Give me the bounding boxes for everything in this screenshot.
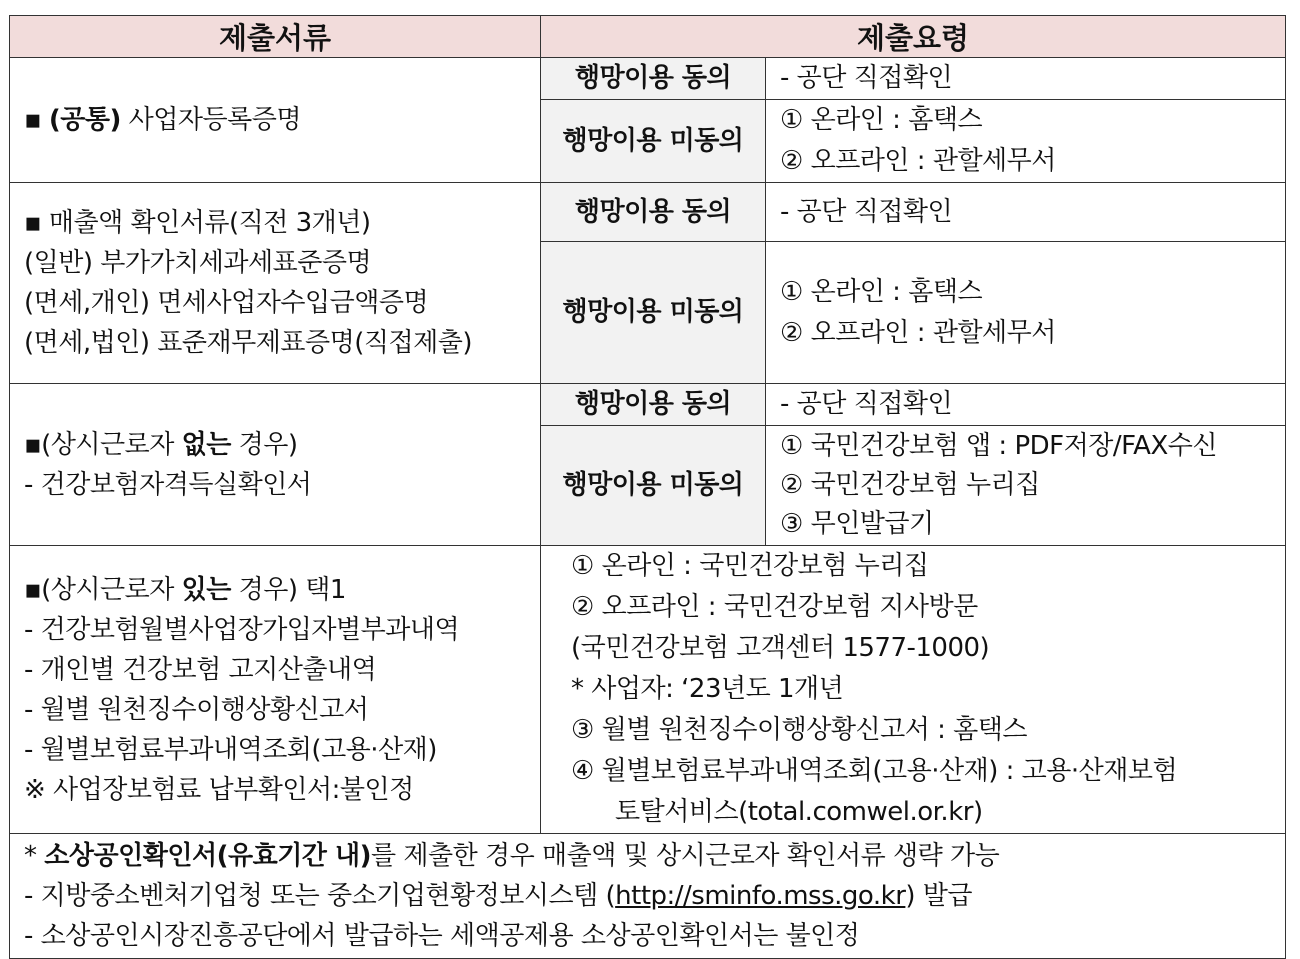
submission-documents-table [9,15,1286,959]
disagree-label: 행망이용 미동의 [541,426,766,546]
header-row [10,16,1286,58]
table-row [10,546,1286,834]
doc-no-employees: ▪(상시근로자 없는 경우) - 건강보험자격득실확인서 [10,384,541,546]
disagree-value: ① 온라인 : 홈택스 ② 오프라인 : 관할세무서 [766,242,1286,384]
disagree-label: 행망이용 미동의 [541,242,766,384]
header-documents: 제출서류 [10,16,541,58]
disagree-label: 행망이용 미동의 [541,100,766,183]
doc-with-employees: ▪(상시근로자 있는 경우) 택1 - 건강보험월별사업장가입자별부과내역 - 개인별 건강보험 고지산출내역 - 월별 원천징수이행상황신고서 - 월별보험료부과내역조회(고용·산재) ※ 사업장보험료 납부확인서:불인정 [10,546,541,834]
footer-row [10,834,1286,959]
method-with-employees: ① 온라인 : 국민건강보험 누리집 ② 오프라인 : 국민건강보험 지사방문 (국민건강보험 고객센터 1577-1000) * 사업자: ‘23년도 1개년 ③ 월별 원천징수이행상황신고서 : 홈택스 ④ 월별보험료부과내역조회(고용·산재) : 고용·산재보험 토탈서비스(total.comwel.or.kr) [541,546,1286,834]
agree-value: - 공단 직접확인 [766,183,1286,242]
doc-business-registration: ▪ (공통) 사업자등록증명 [10,58,541,183]
agree-value: - 공단 직접확인 [766,58,1286,100]
doc-sales-proof: ▪ 매출액 확인서류(직전 3개년) (일반) 부가가치세과세표준증명 (면세,개인) 면세사업자수입금액증명 (면세,법인) 표준재무제표증명(직접제출) [10,183,541,384]
table-row [10,183,1286,242]
agree-label: 행망이용 동의 [541,183,766,242]
agree-label: 행망이용 동의 [541,384,766,426]
agree-label: 행망이용 동의 [541,58,766,100]
footer-notes: * 소상공인확인서(유효기간 내)를 제출한 경우 매출액 및 상시근로자 확인서류 생략 가능 - 지방중소벤처기업청 또는 중소기업현황정보시스템 (http://sminfo.mss.go.kr) 발급 - 소상공인시장진흥공단에서 발급하는 세액공제용 소상공인확인서는 불인정 [10,834,1286,959]
table-row [10,58,1286,100]
sminfo-link[interactable]: http://sminfo.mss.go.kr [615,881,906,911]
agree-value: - 공단 직접확인 [766,384,1286,426]
disagree-value: ① 국민건강보험 앱 : PDF저장/FAX수신 ② 국민건강보험 누리집 ③ 무인발급기 [766,426,1286,546]
disagree-value: ① 온라인 : 홈택스 ② 오프라인 : 관할세무서 [766,100,1286,183]
table-row [10,384,1286,426]
header-method: 제출요령 [541,16,1286,58]
